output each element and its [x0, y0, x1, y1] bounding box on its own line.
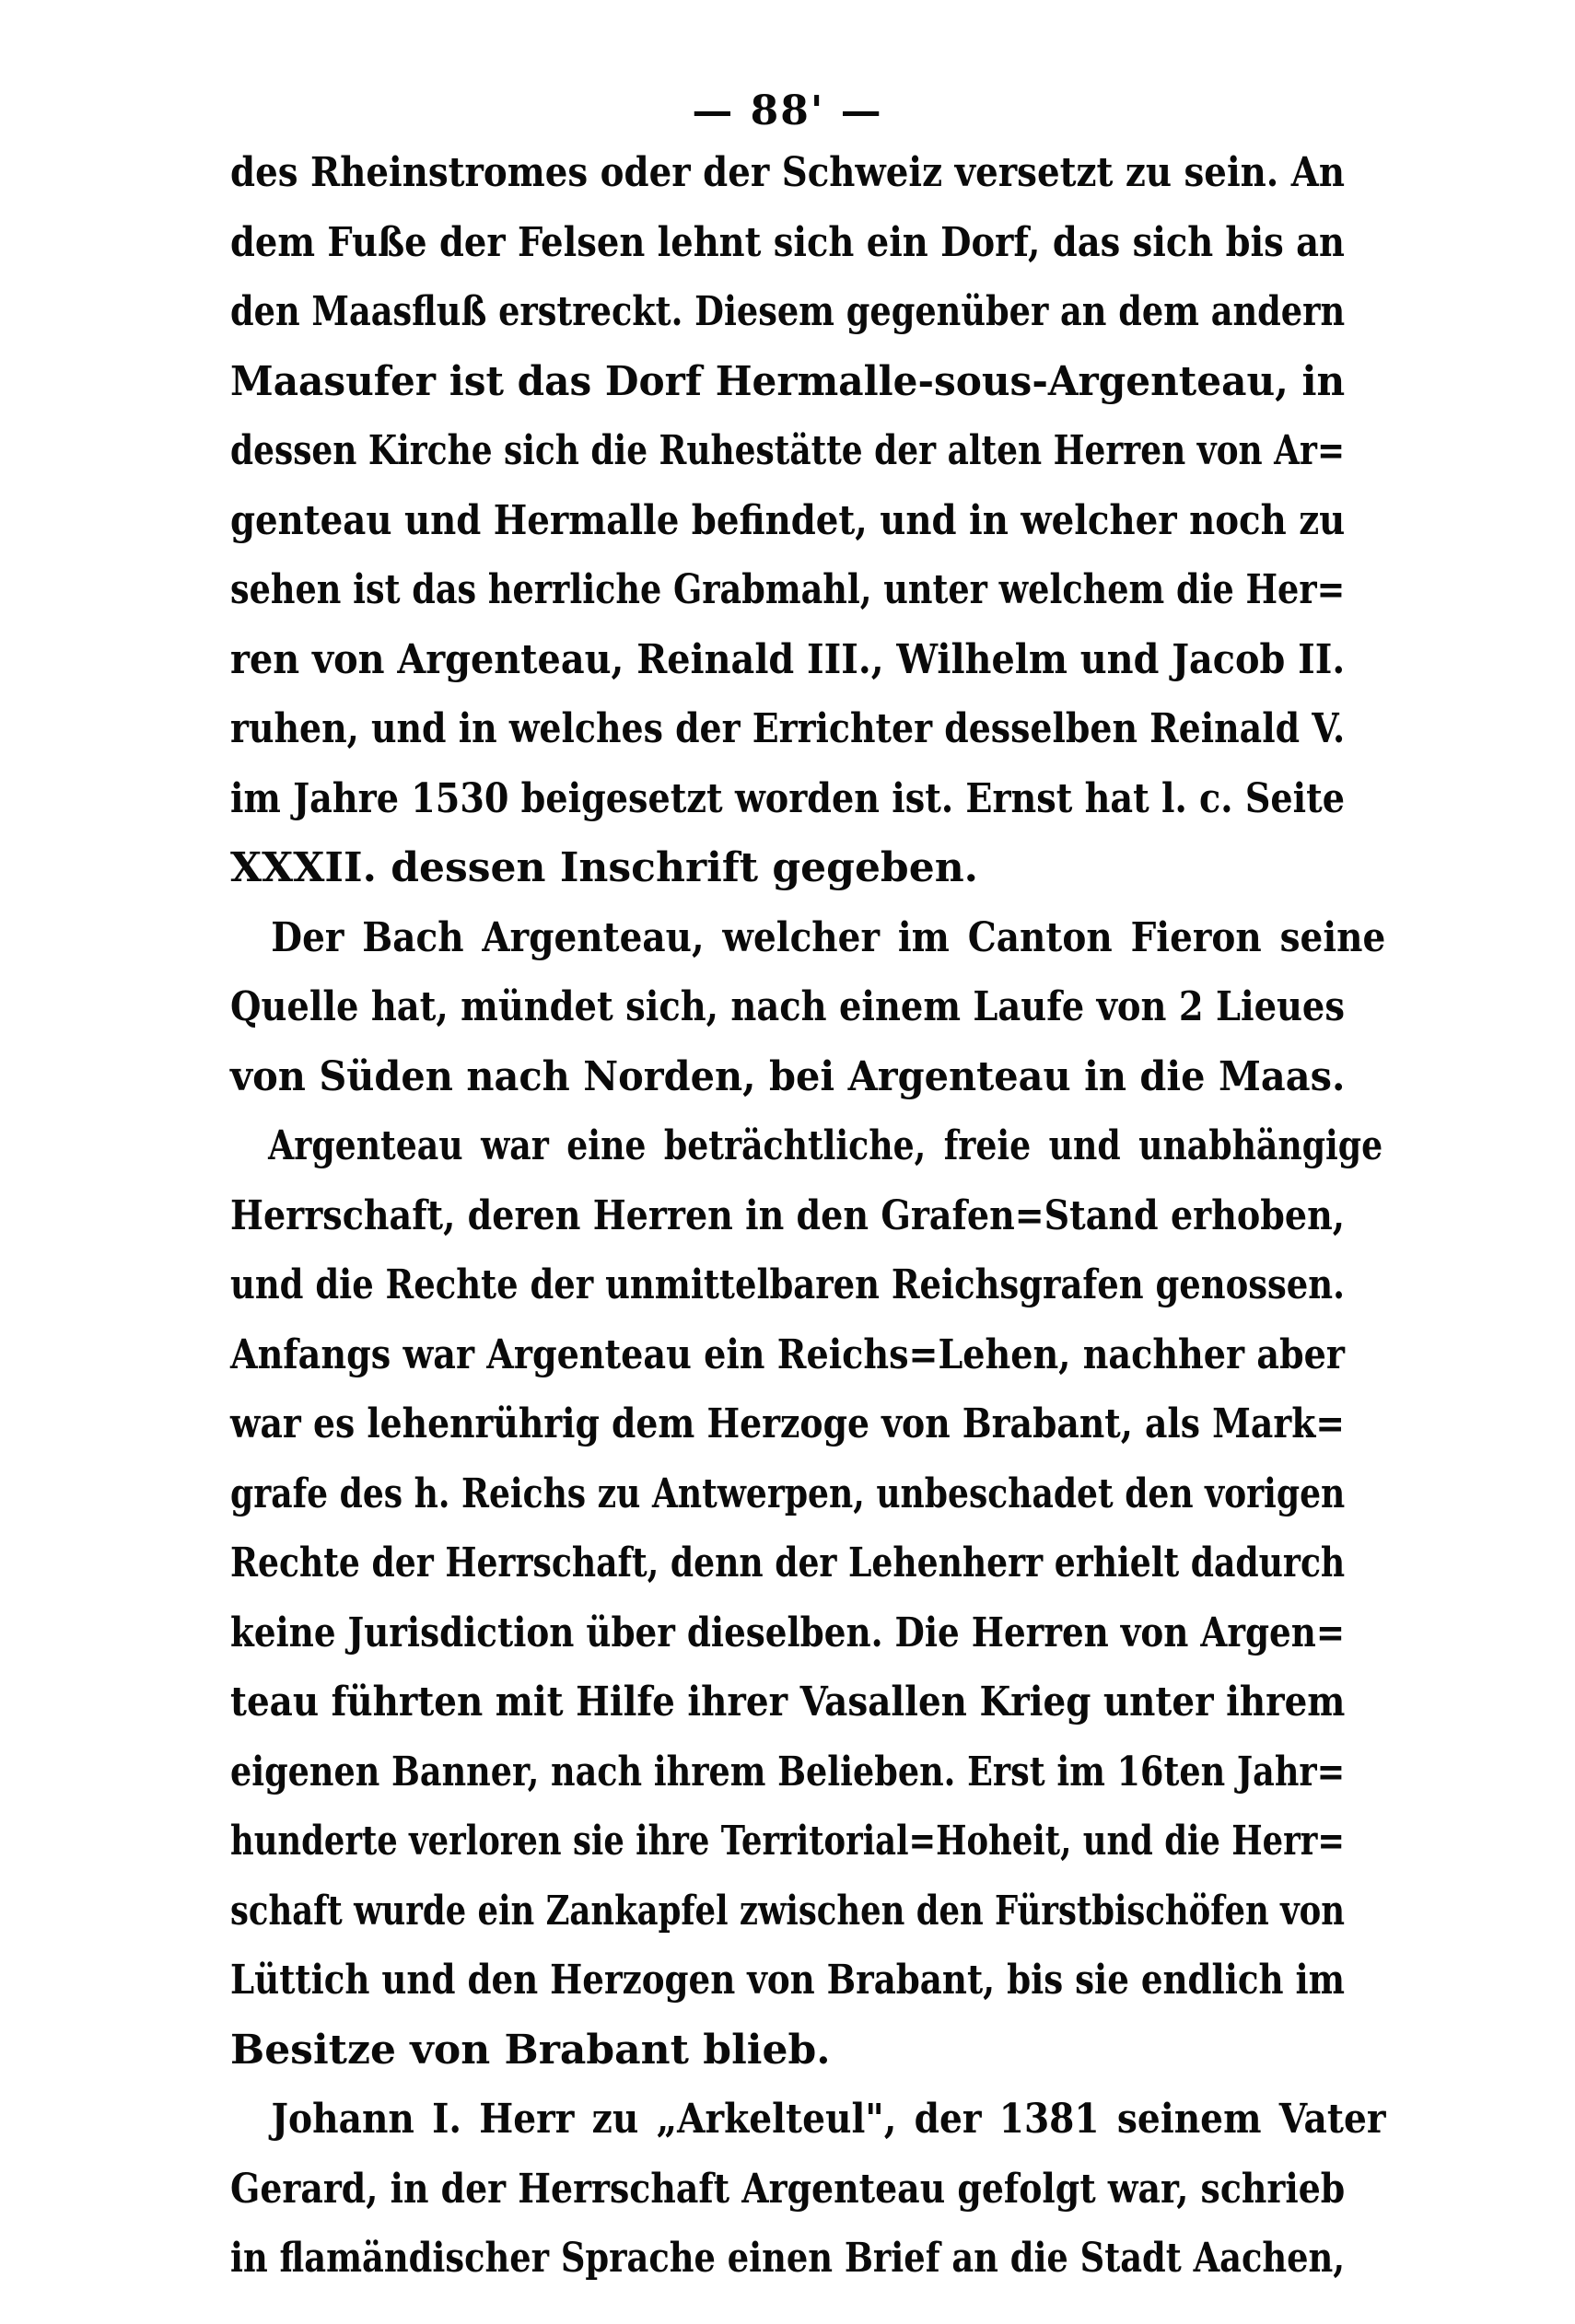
text-line: dessen Kirche sich die Ruhestätte der alten Herren von Ar= — [230, 427, 1346, 474]
text-line: Maasufer ist das Dorf Hermalle-sous-Argenteau, in — [230, 357, 1346, 405]
body-text — [230, 138, 1386, 2294]
text-line: grafe des h. Reichs zu Antwerpen, unbeschadet den vorigen — [230, 1470, 1346, 1517]
text-line: Der Bach Argenteau, welcher im Canton Fieron seine — [271, 913, 1386, 961]
text-line: ruhen, und in welches der Errichter desselben Reinald V. — [230, 705, 1346, 752]
text-line: dem Fuße der Felsen lehnt sich ein Dorf, das sich bis an — [230, 218, 1345, 266]
text-line: von Süden nach Norden, bei Argenteau in die Maas. — [230, 1052, 1346, 1100]
text-line: eigenen Banner, nach ihrem Belieben. Erst im 16ten Jahr= — [230, 1748, 1346, 1795]
text-line: Quelle hat, mündet sich, nach einem Laufe von 2 Lieues — [230, 983, 1345, 1030]
text-line: Herrschaft, deren Herren in den Grafen=Stand erhoben, — [230, 1191, 1345, 1239]
text-line: des Rheinstromes oder der Schweiz versetzt zu sein. An — [230, 149, 1345, 196]
text-line: ren von Argenteau, Reinald III., Wilhelm und Jacob II. — [230, 635, 1346, 683]
text-line: schaft wurde ein Zankapfel zwischen den Fürstbischöfen von — [230, 1887, 1345, 1935]
text-line: Anfangs war Argenteau ein Reichs=Lehen, nachher aber — [230, 1330, 1345, 1378]
text-line: teau führten mit Hilfe ihrer Vasallen Krieg unter ihrem — [230, 1679, 1346, 1726]
text-line: Gerard, in der Herrschaft Argenteau gefolgt war, schrieb — [230, 2165, 1346, 2213]
text-line: Rechte der Herrschaft, denn der Lehenherr erhielt dadurch — [230, 1540, 1346, 1586]
text-line: war es lehenrührig dem Herzoge von Brabant, als Mark= — [230, 1400, 1345, 1447]
page-number: — 88' — — [692, 87, 883, 134]
text-line: Johann I. Herr zu „Arkelteul", der 1381 seinem Vater — [271, 2096, 1386, 2143]
text-line: genteau und Hermalle befindet, und in welcher noch zu — [230, 496, 1346, 544]
text-line: Besitze von Brabant blieb. — [230, 2026, 831, 2074]
text-line: sehen ist das herrliche Grabmahl, unter welchem die Her= — [230, 566, 1346, 613]
text-line: den Maasfluß erstreckt. Diesem gegenüber an dem andern — [230, 288, 1346, 335]
text-line: in flamändischer Sprache einen Brief an die Stadt Aachen, — [230, 2235, 1346, 2282]
text-line: XXXII. dessen Inschrift gegeben. — [230, 844, 979, 891]
text-line: und die Rechte der unmittelbaren Reichsgrafen genossen. — [230, 1261, 1345, 1308]
text-line: Lüttich und den Herzogen von Brabant, bis sie endlich im — [230, 1957, 1345, 2004]
text-line: hunderte verloren sie ihre Territorial=Hoheit, und die Herr= — [230, 1818, 1345, 1865]
text-line: keine Jurisdiction über dieselben. Die Herren von Argen= — [230, 1609, 1346, 1656]
text-line: im Jahre 1530 beigesetzt worden ist. Ernst hat l. c. Seite — [230, 774, 1345, 822]
text-line: Argenteau war eine beträchtliche, freie und unabhängige — [268, 1122, 1383, 1169]
